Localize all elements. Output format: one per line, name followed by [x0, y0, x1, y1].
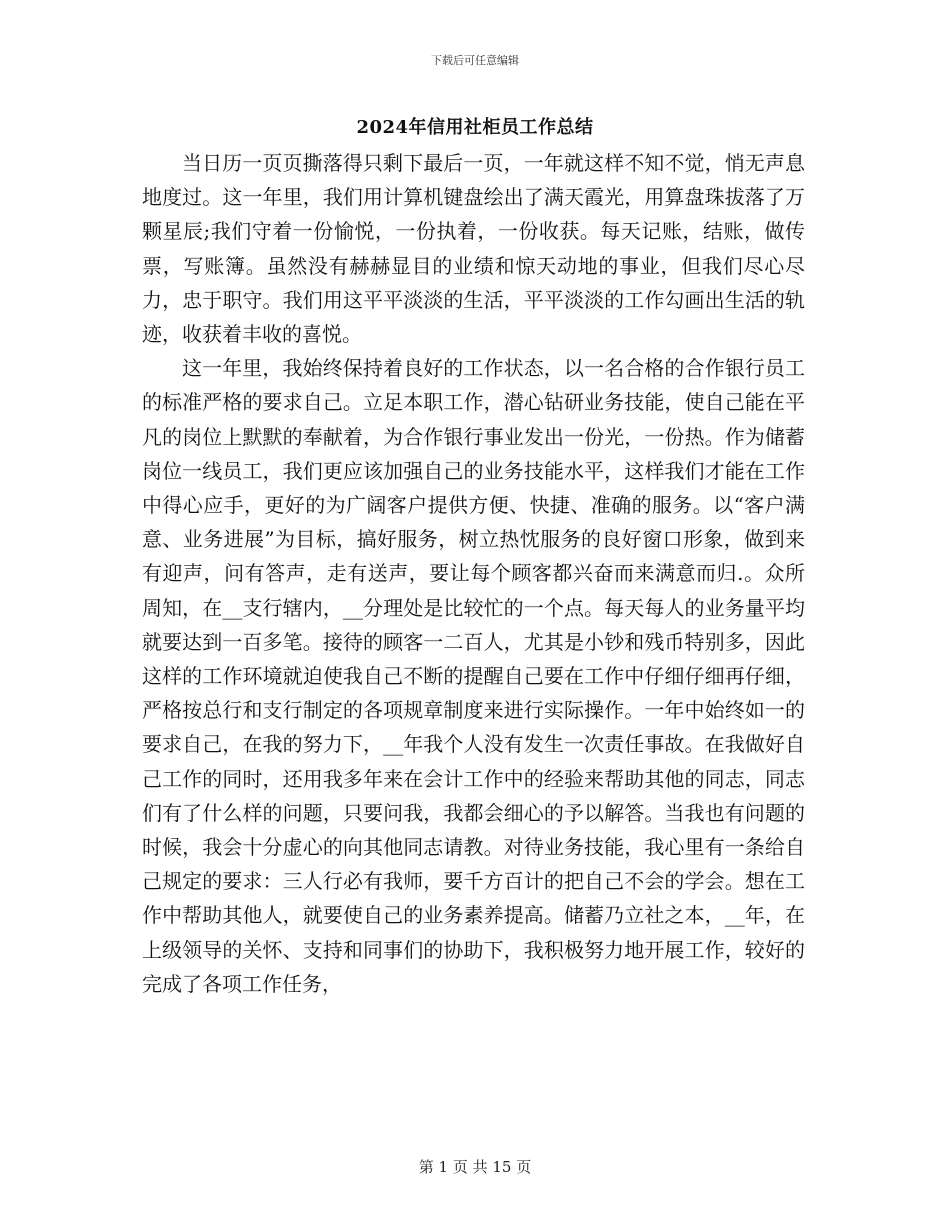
document-body: [142, 146, 805, 1001]
paragraph-2: 这一年里，我始终保持着良好的工作状态，以一名合格的合作银行员工的标准严格的要求自己。立足本职工作，潜心钻研业务技能，使自己能在平凡的岗位上默默的奉献着，为合作银行事业发出一份光，一份热。作为储蓄岗位一线员工，我们更应该加强自己的业务技能水平，这样我们才能在工作中得心应手，更好的为广阔客户提供方便、快捷、准确的服务。以“客户满意、业务进展”为目标，搞好服务，树立热忱服务的良好窗口形象，做到来有迎声，问有答声，走有送声，要让每个顾客都兴奋而来满意而归.。众所周知，在__支行辖内，__分理处是比较忙的一个点。每天每人的业务量平均就要达到一百多笔。接待的顾客一二百人，尤其是小钞和残币特别多，因此这样的工作环境就迫使我自己不断的提醒自己要在工作中仔细仔细再仔细，严格按总行和支行制定的各项规章制度来进行实际操作。一年中始终如一的要求自己，在我的努力下，__年我个人没有发生一次责任事故。在我做好自己工作的同时，还用我多年来在会计工作中的经验来帮助其他的同志，同志们有了什么样的问题，只要问我，我都会细心的予以解答。当我也有问题的时候，我会十分虚心的向其他同志请教。对待业务技能，我心里有一条给自己规定的要求：三人行必有我师，要千方百计的把自己不会的学会。想在工作中帮助其他人，就要使自己的业务素养提高。储蓄乃立社之本，__年，在上级领导的关怀、支持和同事们的协助下，我积极努力地开展工作，较好的完成了各项工作任务，: [142, 356, 805, 996]
paragraph-1: 当日历一页页撕落得只剩下最后一页，一年就这样不知不觉，悄无声息地度过。这一年里，我们用计算机键盘绘出了满天霞光，用算盘珠拔落了万颗星辰;我们守着一份愉悦，一份执着，一份收获。每天记账，结账，做传票，写账簿。虽然没有赫赫显目的业绩和惊天动地的事业，但我们尽心尽力，忠于职守。我们用这平平淡淡的生活，平平淡淡的工作勾画出生活的轨迹，收获着丰收的喜悦。: [142, 151, 805, 347]
document-title: 2024年信用社柜员工作总结: [356, 117, 594, 138]
page-header-note: 下载后可任意编辑: [431, 54, 519, 67]
page-number: 第 1 页 共 15 页: [418, 1158, 532, 1176]
